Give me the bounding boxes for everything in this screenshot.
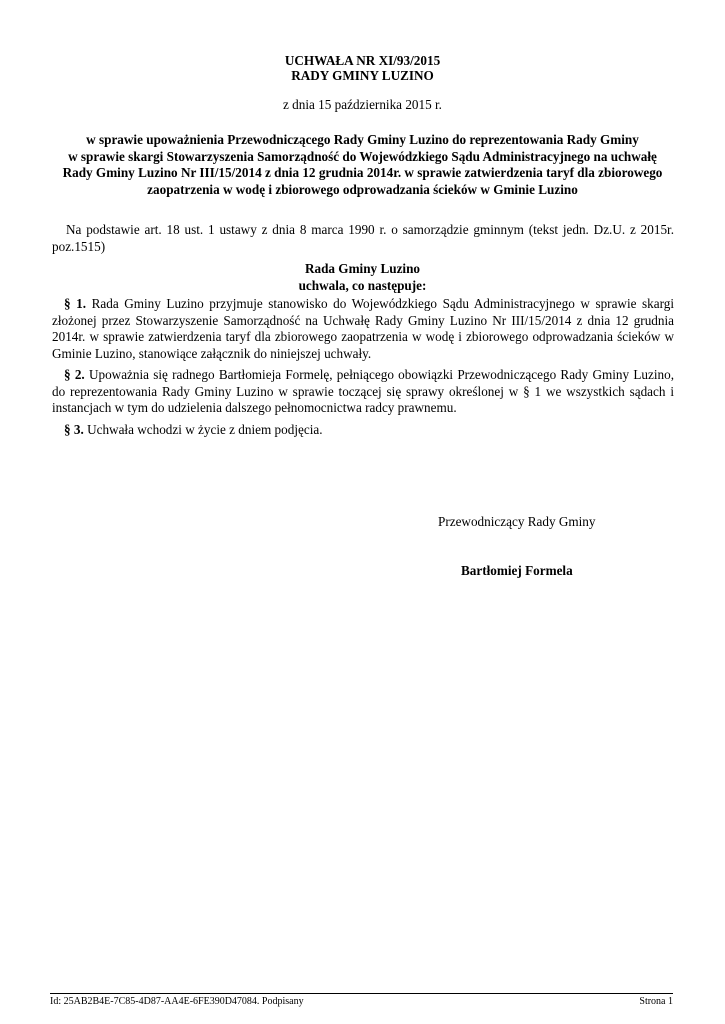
resolution-number: UCHWAŁA NR XI/93/2015 xyxy=(284,53,441,68)
paragraph-1 xyxy=(52,296,674,362)
subject-line-3: Rady Gminy Luzino Nr III/15/2014 z dnia 12 grudnia 2014r. w sprawie zatwierdzenia taryf dla zbiorowego xyxy=(62,165,663,180)
council-name: Rada Gminy Luzino xyxy=(304,261,421,276)
council-resolves-text: uchwala, co następuje: xyxy=(298,277,427,293)
paragraph-mark: § 2. xyxy=(64,367,85,382)
subject-line-2: w sprawie skargi Stowarzyszenia Samorządność do Wojewódzkiego Sądu Administracyjnego na uchwałę xyxy=(68,148,657,164)
legal-basis-text: Na podstawie art. 18 ust. 1 ustawy z dnia 8 marca 1990 r. o samorządzie gminnym (tekst jedn. Dz.U. z 2015r. poz.1515) xyxy=(52,222,674,254)
subject-line-4: zaopatrzenia w wodę i zbiorowego odprowadzania ścieków w Gminie Luzino xyxy=(147,181,578,197)
resolution-date: z dnia 15 października 2015 r. xyxy=(283,97,442,112)
document-id: Id: 25AB2B4E-7C85-4D87-AA4E-6FE390D47084. Podpisany xyxy=(50,996,304,1007)
paragraph-text: Uchwała wchodzi w życie z dniem podjęcia. xyxy=(83,422,323,437)
paragraph-mark: § 3. xyxy=(64,422,84,437)
legal-basis xyxy=(52,222,674,255)
paragraph-3 xyxy=(52,422,674,439)
paragraph-2 xyxy=(52,367,674,417)
paragraph-mark: § 1. xyxy=(64,296,87,311)
paragraph-text: Upoważnia się radnego Bartłomieja Formelę, pełniącego obowiązki Przewodniczącego Rady Gminy Luzino, do reprezentowania Rady Gminy Luzino w sprawie toczącej się sprawy określonej w § 1 we wszystkich sądach i instancjach w tym do udzielenia dalszego pełnomocnictwa radcy prawnemu. xyxy=(52,367,674,415)
signature-role: Przewodniczący Rady Gminy xyxy=(438,514,596,529)
resolution-subject xyxy=(50,132,675,198)
paragraph-text: Rada Gminy Luzino przyjmuje stanowisko do Wojewódzkiego Sądu Administracyjnego w sprawie skargi złożonej przez Stowarzyszenie Samorządność na Uchwałę Rady Gminy Luzino Nr III/15/2014 z dnia 12 grudnia 2014r. w sprawie zatwierdzenia taryf dla zbiorowego zaopatrzenia w wodę i zbiorowego odprowadzania ścieków w Gminie Luzino, stanowiące załącznik do niniejszej uchwały. xyxy=(52,296,674,361)
council-resolves xyxy=(50,261,675,294)
signature-name: Bartłomiej Formela xyxy=(461,563,573,578)
footer-divider xyxy=(50,993,673,994)
page-number: Strona 1 xyxy=(639,996,673,1007)
resolution-title xyxy=(50,53,675,83)
subject-line-1: w sprawie upoważnienia Przewodniczącego Rady Gminy Luzino do reprezentowania Rady Gminy xyxy=(86,132,639,147)
council-name-heading: RADY GMINY LUZINO xyxy=(291,68,434,83)
